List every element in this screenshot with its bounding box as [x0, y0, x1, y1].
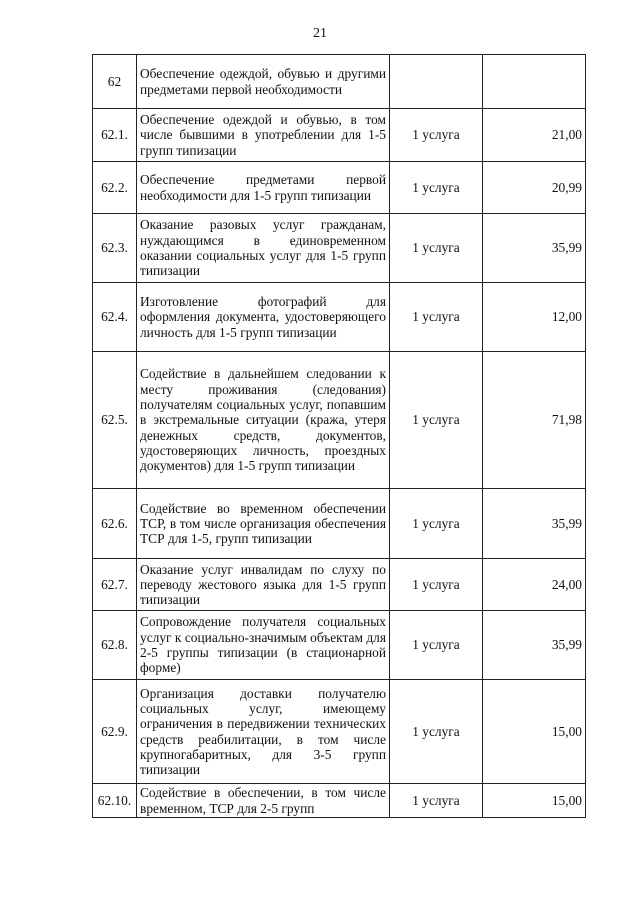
row-number: 62.5.	[93, 352, 137, 489]
row-number: 62.4.	[93, 283, 137, 352]
table-row	[93, 283, 586, 352]
unit-cell	[390, 55, 483, 109]
row-number: 62.9.	[93, 680, 137, 784]
service-description: Обеспечение одеждой и обувью, в том числе бывшими в употреблении для 1-5 групп типизации	[137, 109, 390, 162]
unit-cell: 1 услуга	[390, 283, 483, 352]
page-number: 21	[313, 26, 327, 41]
table-row	[93, 162, 586, 214]
service-description: Содействие во временном обеспечении ТСР, в том числе организация обеспечения ТСР для 1-5, групп типизации	[137, 489, 390, 559]
row-number: 62.2.	[93, 162, 137, 214]
service-description: Оказание разовых услуг гражданам, нуждающимся в единовременном оказании социальных услуг для 1-5 групп типизации	[137, 214, 390, 283]
price-cell: 20,99	[483, 162, 586, 214]
price-cell: 35,99	[483, 611, 586, 680]
table-row	[93, 611, 586, 680]
table-row	[93, 784, 586, 818]
service-description: Обеспечение предметами первой необходимости для 1-5 групп типизации	[137, 162, 390, 214]
unit-cell: 1 услуга	[390, 559, 483, 611]
unit-cell: 1 услуга	[390, 214, 483, 283]
service-description: Сопровождение получателя социальных услуг к социально-значимым объектам для 2-5 группы типизации (в стационарной форме)	[137, 611, 390, 680]
service-description: Оказание услуг инвалидам по слуху по переводу жестового языка для 1-5 групп типизации	[137, 559, 390, 611]
service-description: Содействие в дальнейшем следовании к месту проживания (следования) получателям социальных услуг, попавшим в экстремальные ситуации (кража, утеря денежных средств, документов, удостоверяющих личность, проездных документов) для 1-5 групп типизации	[137, 352, 390, 489]
service-description: Содействие в обеспечении, в том числе временном, ТСР для 2-5 групп	[137, 784, 390, 818]
service-description: Изготовление фотографий для оформления документа, удостоверяющего личность для 1-5 групп типизации	[137, 283, 390, 352]
price-cell: 12,00	[483, 283, 586, 352]
row-number: 62.3.	[93, 214, 137, 283]
table-row	[93, 55, 586, 109]
row-number: 62	[93, 55, 137, 109]
table-row	[93, 559, 586, 611]
price-cell: 15,00	[483, 680, 586, 784]
table-row	[93, 489, 586, 559]
table-row	[93, 214, 586, 283]
services-price-table	[92, 54, 586, 818]
service-description: Обеспечение одеждой, обувью и другими предметами первой необходимости	[137, 55, 390, 109]
row-number: 62.8.	[93, 611, 137, 680]
row-number: 62.6.	[93, 489, 137, 559]
price-cell: 35,99	[483, 489, 586, 559]
price-cell: 24,00	[483, 559, 586, 611]
unit-cell: 1 услуга	[390, 109, 483, 162]
unit-cell: 1 услуга	[390, 352, 483, 489]
table-row	[93, 109, 586, 162]
unit-cell: 1 услуга	[390, 680, 483, 784]
unit-cell: 1 услуга	[390, 611, 483, 680]
row-number: 62.7.	[93, 559, 137, 611]
unit-cell: 1 услуга	[390, 784, 483, 818]
price-cell: 71,98	[483, 352, 586, 489]
price-cell: 21,00	[483, 109, 586, 162]
row-number: 62.10.	[93, 784, 137, 818]
row-number: 62.1.	[93, 109, 137, 162]
service-description: Организация доставки получателю социальных услуг, имеющему ограничения в передвижении технических средств реабилитации, в том числе крупногабаритных, для 3-5 групп типизации	[137, 680, 390, 784]
price-cell: 35,99	[483, 214, 586, 283]
table-row	[93, 680, 586, 784]
price-cell	[483, 55, 586, 109]
price-cell: 15,00	[483, 784, 586, 818]
unit-cell: 1 услуга	[390, 489, 483, 559]
table-row	[93, 352, 586, 489]
unit-cell: 1 услуга	[390, 162, 483, 214]
